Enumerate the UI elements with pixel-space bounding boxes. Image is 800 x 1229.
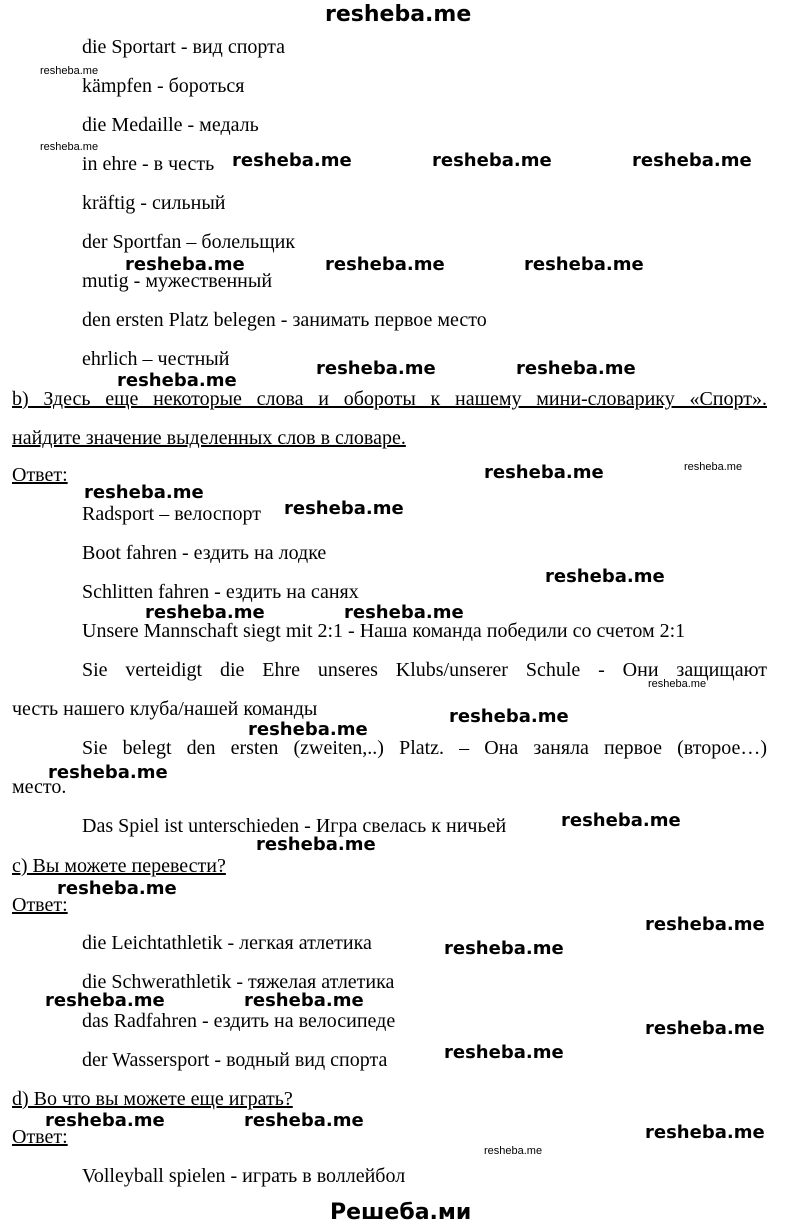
vocab-item: die Medaille - медаль xyxy=(82,114,259,136)
vocab-item: die Leichtathletik - легкая атлетика xyxy=(82,932,372,954)
vocab-item: mutig - мужественный xyxy=(82,270,273,292)
watermark: resheba.me xyxy=(145,602,265,623)
watermark: resheba.me xyxy=(561,810,681,831)
watermark: resheba.me xyxy=(40,65,99,77)
task-b-line1: b) Здесь еще некоторые слова и обороты к нашему мини-словарику «Спорт». xyxy=(12,388,767,410)
watermark: resheba.me xyxy=(444,1042,564,1063)
vocab-item: kräftig - сильный xyxy=(82,192,226,214)
vocab-item: Volleyball spielen - играть в воллейбол xyxy=(82,1165,406,1187)
watermark: resheba.me xyxy=(444,938,564,959)
watermark: resheba.me xyxy=(645,914,765,935)
watermark: resheba.me xyxy=(325,254,445,275)
watermark: resheba.me xyxy=(284,498,404,519)
watermark: resheba.me xyxy=(645,1122,765,1143)
vocab-item: den ersten Platz belegen - занимать первое место xyxy=(82,309,487,331)
answer-label: Ответ: xyxy=(12,1126,68,1148)
answer-label: Ответ: xyxy=(12,894,68,916)
watermark: resheba.me xyxy=(244,1110,364,1131)
watermark: resheba.me xyxy=(125,254,245,275)
vocab-item: ehrlich – честный xyxy=(82,348,230,370)
watermark: resheba.me xyxy=(57,878,177,899)
watermark: resheba.me xyxy=(449,706,569,727)
watermark: resheba.me xyxy=(316,358,436,379)
vocab-item: die Schwerathletik - тяжелая атлетика xyxy=(82,971,395,993)
watermark: resheba.me xyxy=(84,482,204,503)
site-header: resheba.me xyxy=(325,2,472,27)
vocab-item: Schlitten fahren - ездить на санях xyxy=(82,581,359,603)
answer-label: Ответ: xyxy=(12,464,68,486)
vocab-item: Radsport – велоспорт xyxy=(82,503,261,525)
vocab-item: der Sportfan – болельщик xyxy=(82,231,296,253)
watermark: resheba.me xyxy=(516,358,636,379)
watermark: resheba.me xyxy=(40,141,99,153)
watermark: resheba.me xyxy=(484,1145,543,1157)
watermark: resheba.me xyxy=(524,254,644,275)
vocab-item: Sie verteidigt die Ehre unseres Klubs/unserer Schule - Они защищают xyxy=(82,659,767,681)
vocab-item: in ehre - в честь xyxy=(82,153,215,175)
watermark: resheba.me xyxy=(545,566,665,587)
vocab-item-continued: честь нашего клуба/нашей команды xyxy=(12,698,318,720)
task-d: d) Во что вы можете еще играть? xyxy=(12,1088,293,1110)
watermark: resheba.me xyxy=(645,1018,765,1039)
vocab-item: kämpfen - бороться xyxy=(82,75,245,97)
watermark: resheba.me xyxy=(248,719,368,740)
watermark: resheba.me xyxy=(684,461,743,473)
watermark: resheba.me xyxy=(648,678,707,690)
watermark: resheba.me xyxy=(632,150,752,171)
vocab-item: der Wassersport - водный вид спорта xyxy=(82,1049,388,1071)
footer-brand: Решеба.ми xyxy=(330,1200,472,1225)
task-b-line2: найдите значение выделенных слов в словаре. xyxy=(12,427,406,449)
vocab-item: Das Spiel ist unterschieden - Игра свелась к ничьей xyxy=(82,815,507,837)
vocab-item: das Radfahren - ездить на велосипеде xyxy=(82,1010,396,1032)
watermark: resheba.me xyxy=(484,462,604,483)
watermark: resheba.me xyxy=(232,150,352,171)
vocab-item: Sie belegt den ersten (zweiten,..) Platz. – Она заняла первое (второе…) xyxy=(82,737,767,759)
watermark: resheba.me xyxy=(256,834,376,855)
vocab-item: Boot fahren - ездить на лодке xyxy=(82,542,327,564)
watermark: resheba.me xyxy=(48,762,168,783)
vocab-item: Unsere Mannschaft siegt mit 2:1 - Наша команда победили со счетом 2:1 xyxy=(82,620,686,642)
vocab-item: die Sportart - вид спорта xyxy=(82,36,286,58)
task-c: c) Вы можете перевести? xyxy=(12,855,226,877)
watermark: resheba.me xyxy=(45,1110,165,1131)
watermark: resheba.me xyxy=(344,602,464,623)
watermark: resheba.me xyxy=(244,990,364,1011)
watermark: resheba.me xyxy=(45,990,165,1011)
vocab-item-continued: место. xyxy=(12,776,67,798)
watermark: resheba.me xyxy=(432,150,552,171)
watermark: resheba.me xyxy=(117,370,237,391)
